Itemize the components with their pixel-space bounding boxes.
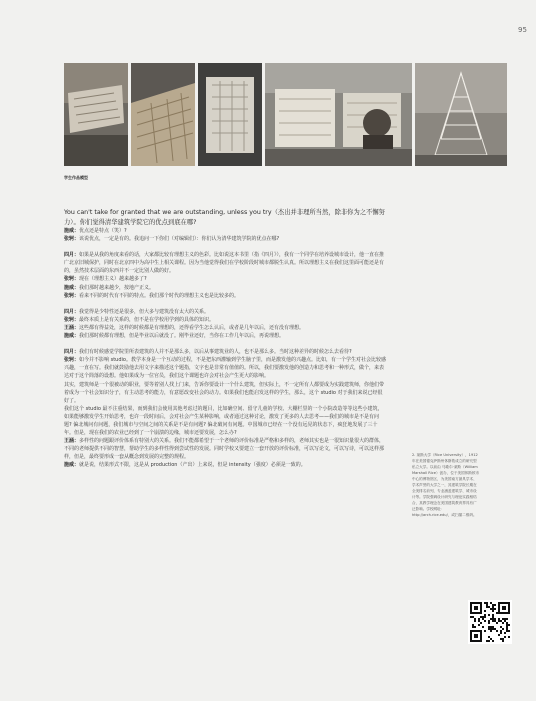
paragraph-text: 多样性的问题跟评价体系有特别大的关系。我们不能都希望于一个老师的评价标准是严格和多样的，老师其实也是一很知识量很大的群体，不同的老师提供不同的智慧，帮助学生的多样性得到尝试性的发展。同时学校又要建立一套开放的评价标准，可以写论文，可以写诗，可以这样那样，但是，最终要形成一套从概念到发展的完整的规程。 <box>64 438 385 461</box>
paragraph-text: 这些都有得益处，这样的时候都是有理想的，还得看学生怎么认后，或者是几年以后，还有没有理想。 <box>79 324 305 331</box>
paragraph-text: 优点还是特点（笑）? <box>79 228 127 234</box>
model-photo-3 <box>198 63 262 166</box>
figure-caption: 学生作品模型 <box>64 175 88 180</box>
paragraph <box>64 437 386 461</box>
paragraph <box>64 356 386 380</box>
speaker-label: 四月： <box>64 349 80 356</box>
paragraph-text: You can't take for granted that we are outstanding, unless you try（杰出并非理所当然，除非你为之不懈努力）。你们觉得清华建筑学院它的优点到底在哪? <box>64 209 385 226</box>
paragraph <box>64 308 386 316</box>
speaker-label: 张轲： <box>64 236 80 243</box>
paragraph-gap <box>64 243 386 251</box>
speaker-label: 施威： <box>64 228 80 234</box>
paragraph-text: 其实，建筑师是一个很被动的职业，要等着别人找上门来，告诉你要设计一个什么建筑，但实际上，不一定所有人都要成为实践建筑师，你他们带着成为一个社会知识分子，有主动思考的能力，有意愿改变社会的动力。如果我们也能启发这样的学生，那么，这个 studio 对于我们来说已经很好了。 <box>64 381 385 404</box>
paragraph <box>64 208 386 227</box>
speaker-label: 张轲： <box>64 316 80 323</box>
model-photo-1 <box>64 63 128 166</box>
paragraph <box>64 316 386 324</box>
speaker-label: 施威： <box>64 462 80 469</box>
speaker-label: 施威： <box>64 333 80 340</box>
paragraph-text: 最终本质上是有关系的，但不是在学校用学到的具体的知识。 <box>79 316 215 323</box>
paragraph <box>64 332 386 340</box>
speaker-label: 四月： <box>64 308 80 315</box>
paragraph <box>64 251 386 275</box>
paragraph <box>64 227 386 235</box>
paragraph <box>64 292 386 300</box>
qr-code[interactable] <box>468 600 512 644</box>
paragraph-gap <box>64 340 386 348</box>
paragraph-text: 现在（理想主义）越来越多了? <box>79 276 147 283</box>
paragraph-text: 我们这个 studio 最不注重结果，而到我们会使用其他考虑过的题目，比如确空间、留守儿童的学校、大棚栏里的一个小院改造等等这些小建筑，如果能够激发学生开始思考，也许一段时间后，会对社会产生某种影响，或者通过这种讨论，激发了更多的人去思考——我们的城市是不是有问题? 偏北城问有问题，我们城市与空间之间的关系是不是有问题? 偏北破问有问题。中国城市已经在一个没有远见的状态下，疯狂地发展了三十年。但是，现在我们的农业已经到了一个崩溃的边缘，城市还要发展，怎么办? <box>64 405 383 437</box>
model-photo-4 <box>265 63 412 166</box>
paragraph <box>64 235 386 243</box>
paragraph-text: 我们有时候感觉学院里所表建筑的人并不是那么多，以后从事建筑业的人，也不是那么多。当时这种差异的时候怎么去看待? <box>79 349 352 356</box>
speaker-label: 王涵： <box>64 438 80 445</box>
interview-text <box>64 208 386 470</box>
paragraph <box>64 324 386 332</box>
paragraph-text: 我们那时越来越少，按地产正义。 <box>79 284 155 291</box>
model-photo-2 <box>131 63 195 166</box>
paragraph-text: 该说优点，一定是有的。我追问一下你们（对编辑们）：你们认为清华建筑学院的优点在哪? <box>79 236 280 243</box>
paragraph-text: 我们那时候都有理想，但是毕业以后就没了。刚毕业还好，当你在工作几年以后，再说理想。 <box>79 333 285 340</box>
model-photo-5 <box>415 63 507 166</box>
speaker-label: 四月： <box>64 252 80 259</box>
paragraph-text: 就是说，结果形式不限，这是从 production（产出）上来说，但是 intensity（强度）必须是一致的。 <box>79 462 306 469</box>
speaker-label: 施威： <box>64 284 80 291</box>
paragraph <box>64 348 386 356</box>
paragraph-text: 如今并不影响 studio。教学本身是一个互动的过程，不是把东西灌输到学生脑子里，而是激发他的兴趣点。比如，有一个学生对社会比较感兴趣，一直在写。我们就鼓励他去用文字来描述这个题指，文字也是非常有值值的。所以，我们要激发他的创造力和思考和一种形式，做个，来表达对于这个简落的设想。他如果成为一位官员，我们这个课题也许会对社会产生更大的影响。 <box>64 357 386 380</box>
paragraph-text: 我觉得是少特性还是很多，但大多与建筑没有太大的关系。 <box>79 308 210 315</box>
speaker-label: 张轲： <box>64 276 80 283</box>
speaker-label: 张轲： <box>64 292 80 299</box>
paragraph-text: 如果是从我的角度来看的话，大家都比较有理想主义的色彩。比如说这本书里（指《四月》），我有一个同学在培养设城市设计，他一直在推广北京旧城保护，同时在北京四中为高中生上相关课程。因为当他觉得我们在学校阶段时城市都脱生认真。所以理想主义在我们这里面可能还是有的，虽然技术层面的东西并不一定比别人做的好。 <box>64 252 385 275</box>
paragraph <box>64 461 386 469</box>
page-number: 95 <box>518 26 527 34</box>
paragraph <box>64 405 386 437</box>
photo-strip <box>64 63 507 166</box>
paragraph <box>64 381 386 405</box>
paragraph <box>64 284 386 292</box>
speaker-label: 张轲： <box>64 357 80 364</box>
sidenote: 2. 莱斯大学（Rice University），1912 年在美国德克萨斯州休斯敦成立的研究型私立大学。以前由 马歇尔·莱斯（William Marshall Rice）创办，位于美国休斯顿市中心的博物馆区，为美国南方最具学术、学术声誉的大学之一，其建筑学院长期在全美排名前列，专业涵盖建筑学、城市设计等。学院强调设计研究与理论实践相结合，其教学理念在美国建筑教育界具有广泛影响。学校网址：http://arch.rice.edu/，或扫描二维码。 <box>412 453 480 517</box>
paragraph-text: 看来不同的时代有不同的特点。我们那个时代的理想主义也是比较多的。 <box>79 292 240 299</box>
speaker-label: 王涵： <box>64 324 80 331</box>
paragraph-gap <box>64 300 386 308</box>
paragraph <box>64 275 386 283</box>
